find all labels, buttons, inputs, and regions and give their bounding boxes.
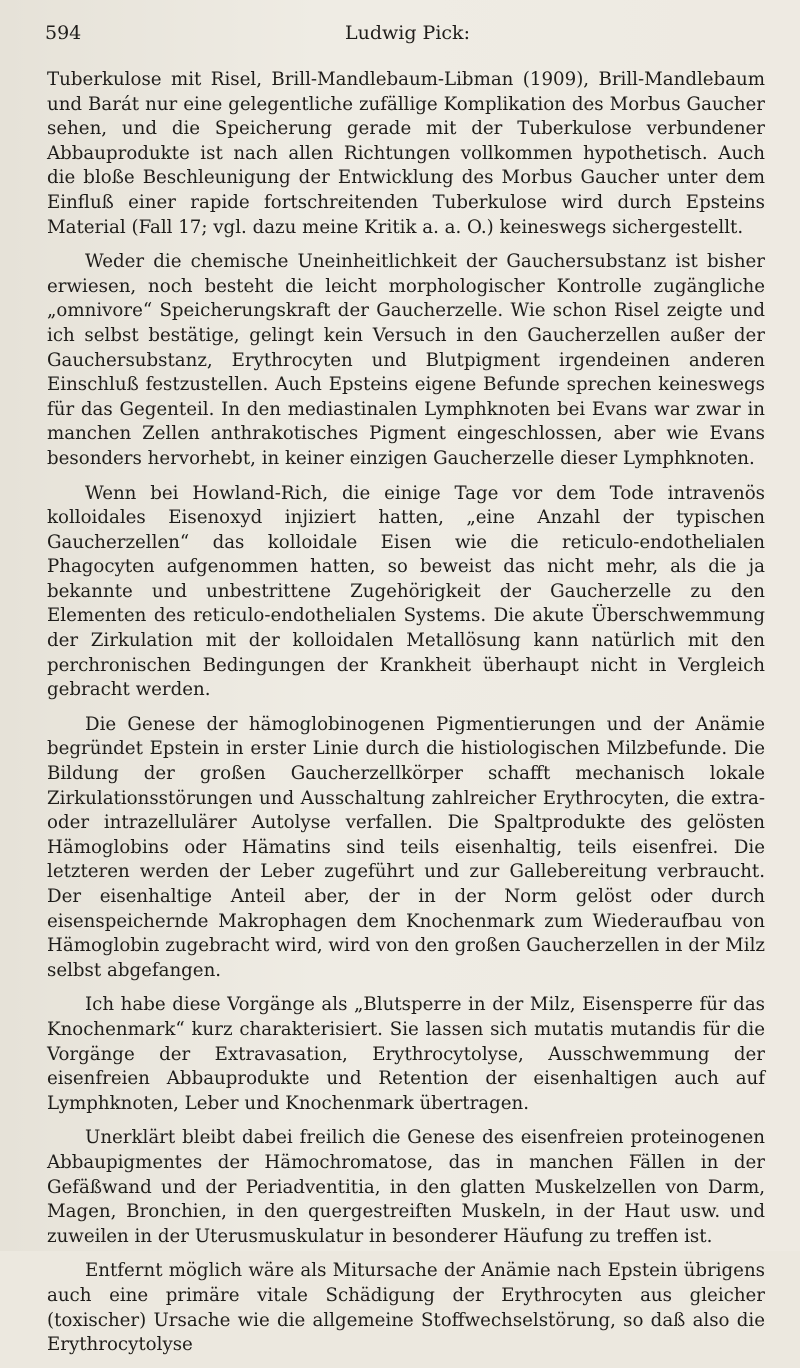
paragraph-1: Tuberkulose mit Risel, Brill-Mandlebaum-Libman (1909), Brill-Mandlebaum und Barát nur eine gelegentliche zufällige Komplikation des Morbus Gaucher sehen, und die Speicherung gerade mit der Tuberkulose verbundener Abbauprodukte ist nach allen Richtungen vollkommen hypothetisch. Auch die bloße Beschleunigung der Entwicklung des Morbus Gaucher unter dem Einfluß einer rapide fortschreitenden Tuberkulose wird durch Epsteins Material (Fall 17; vgl. dazu meine Kritik a. a. O.) keineswegs sichergestellt. [47,69,765,238]
paragraph-4: Die Genese der hämoglobinogenen Pigmentierungen und der Anämie begründet Epstein in erster Linie durch die histiologischen Milzbefunde. Die Bildung der großen Gaucherzellkörper schafft mechanisch lokale Zirkulationsstörungen und Ausschaltung zahlreicher Erythrocyten, die extra- oder intrazellulärer Autolyse verfallen. Die Spaltprodukte des gelösten Hämoglobins oder Hämatins sind teils eisenhaltig, teils eisenfrei. Die letzteren werden der Leber zugeführt und zur Gallebereitung verbraucht. Der eisenhaltige Anteil aber, der in der Norm gelöst oder durch eisenspeichernde Makrophagen dem Knochenmark zum Wiederaufbau von Hämoglobin zugebracht wird, wird von den großen Gaucherzellen in der Milz selbst abgefangen. [47,713,765,981]
page-number: 594 [45,22,82,44]
paragraph-6: Unerklärt bleibt dabei freilich die Genese des eisenfreien proteinogenen Abbaupigmentes der Hämochromatose, das in manchen Fällen in der Gefäßwand und der Periadventitia, in den glatten Muskelzellen von Darm, Magen, Bronchien, in den quergestreiften Muskeln, in der Haut usw. und zuweilen in der Uterusmuskulatur in besonderer Häufung zu treffen ist. [47,1127,765,1247]
paragraph-3: Wenn bei Howland-Rich, die einige Tage vor dem Tode intravenös kolloidales Eisenoxyd injiziert hatten, „eine Anzahl der typischen Gaucherzellen“ das kolloidale Eisen wie die reticulo-endothelialen Phagocyten aufgenommen hatten, so beweist das nicht mehr, als die ja bekannte und unbestrittene Zugehörigkeit der Gaucherzelle zu den Elementen des reticulo-endothelialen Systems. Die akute Überschwemmung der Zirkulation mit der kolloidalen Metallösung kann natürlich mit den perchronischen Bedingungen der Krankheit überhaupt nicht in Vergleich gebracht werden. [47,482,765,701]
page-header [45,22,770,50]
paragraph-7: Entfernt möglich wäre als Mitursache der Anämie nach Epstein übrigens auch eine primäre vitale Schädigung der Erythrocyten aus gleicher (toxischer) Ursache wie die allgemeine Stoffwechselstörung, so daß also die Erythrocytolyse [47,1260,765,1356]
paragraph-2: Weder die chemische Uneinheitlichkeit der Gauchersubstanz ist bisher erwiesen, noch besteht die leicht morphologischer Kontrolle zugängliche „omnivore“ Speicherungskraft der Gaucherzelle. Wie schon Risel zeigte und ich selbst bestätige, gelingt kein Versuch in den Gaucherzellen außer der Gauchersubstanz, Erythrocyten und Blutpigment irgendeinen anderen Einschluß festzustellen. Auch Epsteins eigene Befunde sprechen keineswegs für das Gegenteil. In den mediastinalen Lymphknoten bei Evans war zwar in manchen Zellen anthrakotisches Pigment eingeschlossen, aber wie Evans besonders hervorhebt, in keiner einzigen Gaucherzelle dieser Lymphknoten. [47,251,765,469]
paragraph-5: Ich habe diese Vorgänge als „Blutsperre in der Milz, Eisensperre für das Knochenmark“ kurz charakterisiert. Sie lassen sich mutatis mutandis für die Vorgänge der Extravasation, Erythrocytolyse, Ausschwemmung der eisenfreien Abbauprodukte und Retention der eisenhaltigen auch auf Lymphknoten, Leber und Knochenmark übertragen. [47,994,765,1114]
body-text [47,68,765,1368]
running-head: Ludwig Pick: [345,22,470,44]
